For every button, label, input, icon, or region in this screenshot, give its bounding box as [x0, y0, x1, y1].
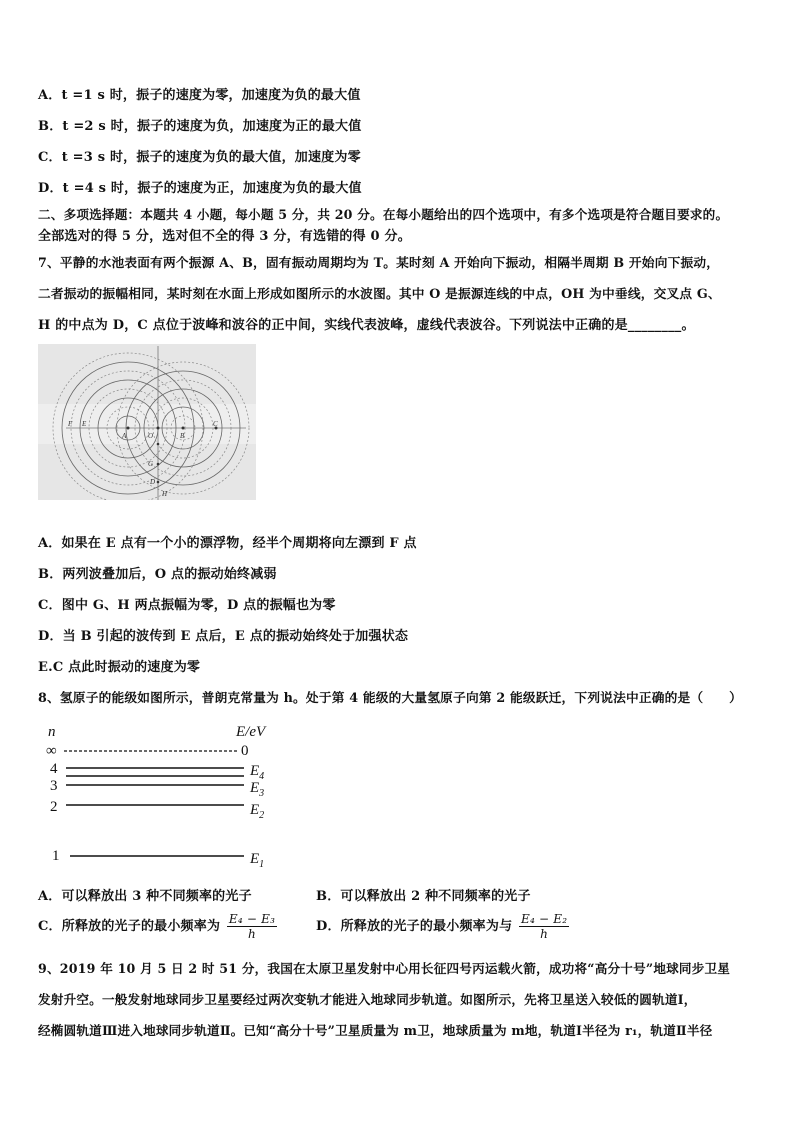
label-O: O	[148, 432, 154, 440]
label-F: F	[68, 420, 73, 428]
q8-option-d	[316, 912, 569, 941]
q9-stem-line3: 经椭圆轨道Ⅲ进入地球同步轨道Ⅱ。已知“高分十号”卫星质量为 m卫，地球质量为 m地，轨道Ⅰ半径为 r₁，轨道Ⅱ半径	[38, 1023, 713, 1038]
fraction-c-numerator: E₄ − E₃	[228, 912, 276, 926]
fraction-c-denominator: h	[248, 927, 256, 941]
zero-label: 0	[241, 743, 249, 759]
fraction-d-numerator: E₄ − E₂	[521, 912, 568, 926]
label-C: C	[213, 420, 218, 428]
fraction-d-denominator: h	[540, 927, 549, 941]
level-1-n: 1	[52, 848, 60, 864]
q6-option-c: C．t =3 s 时，振子的速度为负的最大值，加速度为零	[38, 150, 361, 165]
energy-level-figure	[38, 718, 288, 878]
inf-label: ∞	[46, 743, 57, 759]
energy-level-svg	[38, 718, 288, 878]
q6-option-a: A．t =1 s 时，振子的速度为零，加速度为负的最大值	[38, 88, 361, 103]
section2-heading-line1: 二、多项选择题：本题共 4 小题，每小题 5 分，共 20 分。在每小题给出的四个选项中，有多个选项是符合题目要求的。	[38, 207, 729, 222]
q8-option-c-prefix: C．所释放的光子的最小频率为	[38, 919, 221, 934]
q7-option-c: C．图中 G、H 两点振幅为零，D 点的振幅也为零	[38, 598, 336, 613]
q9-stem-line2: 发射升空。一般发射地球同步卫星要经过两次变轨才能进入地球同步轨道。如图所示，先将卫星送入较低的圆轨道Ⅰ，	[38, 992, 697, 1007]
q8-option-d-prefix: D．所释放的光子的最小频率为与	[316, 919, 513, 934]
label-E: E	[82, 420, 87, 428]
label-H: H	[162, 490, 168, 498]
level-4-n: 4	[50, 761, 58, 777]
q6-option-d: D．t =4 s 时，振子的速度为正，加速度为负的最大值	[38, 181, 362, 196]
q7-stem-line1: 7、平静的水池表面有两个振源 A、B，固有振动周期均为 T。某时刻 A 开始向下振动，相隔半周期 B 开始向下振动，	[38, 255, 720, 270]
q7-option-a: A．如果在 E 点有一个小的漂浮物，经半个周期将向左漂到 F 点	[38, 536, 417, 551]
wave-interference-svg	[38, 344, 256, 500]
q7-option-b: B．两列波叠加后，O 点的振动始终减弱	[38, 567, 277, 582]
section2-heading-line2: 全部选对的得 5 分，选对但不全的得 3 分，有选错的得 0 分。	[38, 229, 411, 244]
q7-option-d: D．当 B 引起的波传到 E 点后，E 点的振动始终处于加强状态	[38, 629, 409, 644]
level-2-E: $E_2$	[250, 802, 265, 821]
level-1-E: $E_1$	[250, 851, 265, 870]
fraction-d	[519, 912, 569, 941]
level-3-E: $E_3$	[250, 780, 265, 799]
q8-option-b: B．可以释放出 2 种不同频率的光子	[316, 889, 531, 904]
label-D: D	[150, 478, 156, 486]
level-3-n: 3	[50, 778, 58, 794]
label-A: A	[122, 432, 127, 440]
n-label: n	[48, 724, 56, 740]
q8-option-c	[38, 912, 277, 941]
q7-stem-line2: 二者振动的振幅相同，某时刻在水面上形成如图所示的水波图。其中 O 是振源连线的中点，OH 为中垂线，交叉点 G、	[38, 286, 721, 301]
fraction-c	[227, 912, 277, 941]
level-2-n: 2	[50, 799, 58, 815]
q6-option-b: B．t =2 s 时，振子的速度为负，加速度为正的最大值	[38, 119, 362, 134]
q8-stem: 8、氢原子的能级如图所示，普朗克常量为 h。处于第 4 能级的大量氢原子向第 2 能级跃迁，下列说法中正确的是（ ）	[38, 690, 742, 705]
q8-option-a: A．可以释放出 3 种不同频率的光子	[38, 889, 252, 904]
q7-option-e: E.C 点此时振动的速度为零	[38, 660, 201, 675]
wave-interference-figure	[38, 344, 256, 500]
label-G: G	[148, 460, 154, 468]
unit-label: E/eV	[236, 724, 266, 740]
q7-stem-line3: H 的中点为 D，C 点位于波峰和波谷的正中间，实线代表波峰，虚线代表波谷。下列说法中正确的是________。	[38, 318, 695, 333]
q9-stem-line1: 9、2019 年 10 月 5 日 2 时 51 分，我国在太原卫星发射中心用长征四号丙运载火箭，成功将“高分十号”地球同步卫星	[38, 961, 731, 976]
label-B: B	[180, 432, 185, 440]
level-4-E: $E_4$	[250, 763, 265, 782]
